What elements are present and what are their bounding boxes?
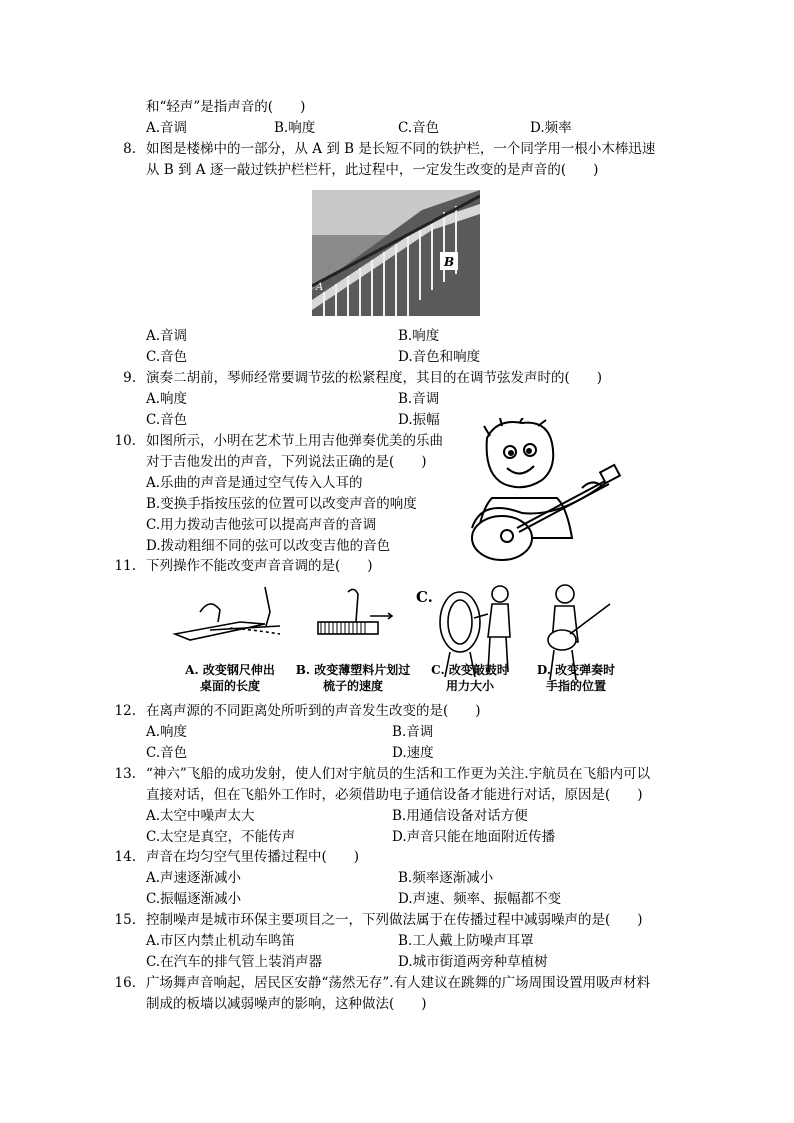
q15-option-d: D.城市街道两旁种草植树 <box>398 954 548 970</box>
caption-d-line2: 手指的位置 <box>545 679 606 693</box>
q10-stem-line1: 如图所示，小明在艺术节上用吉他弹奏优美的乐曲 <box>146 433 443 449</box>
q15-option-b: B.工人戴上防噪声耳罩 <box>398 933 534 949</box>
q8-stem-line1: 如图是楼梯中的一部分，从 A 到 B 是长短不同的铁护栏，一个同学用一根小木棒迅速 <box>146 141 656 157</box>
q9-option-c: C.音色 <box>146 412 188 428</box>
q12-option-b: B.音调 <box>392 724 434 740</box>
caption-c <box>424 662 516 694</box>
q9-stem: 演奏二胡前，琴师经常要调节弦的松紧程度，其目的在调节弦发声时的( ) <box>146 370 603 386</box>
q7-option-c: C.音色 <box>398 120 440 136</box>
caption-a-line2: 桌面的长度 <box>199 679 260 693</box>
photo-label-b: B <box>444 255 455 269</box>
q8-number: 8. <box>123 141 136 157</box>
q13-stem-line2: 直接对话，但在飞船外工作时，必须借助电子通信设备才能进行对话，原因是( ) <box>146 787 643 803</box>
q13-option-a: A.太空中噪声太大 <box>146 808 255 824</box>
q8-option-b: B.响度 <box>398 328 440 344</box>
q11-stem: 下列操作不能改变声音音调的是( ) <box>146 558 373 574</box>
q9-option-a: A.响度 <box>146 391 188 407</box>
staircase-railing-photo <box>312 190 480 316</box>
q10-option-b: B.变换手指按压弦的位置可以改变声音的响度 <box>146 496 417 512</box>
q10-stem-line2: 对于吉他发出的声音，下列说法正确的是( ) <box>146 454 427 470</box>
q7-option-a: A.音调 <box>146 120 188 136</box>
q12-number: 12. <box>114 703 136 719</box>
q8-option-d: D.音色和响度 <box>398 349 481 365</box>
q14-stem: 声音在均匀空气里传播过程中( ) <box>146 849 360 865</box>
q8-stem-line2: 从 B 到 A 逐一敲过铁护栏栏杆，此过程中，一定发生改变的是声音的( ) <box>146 162 599 178</box>
q9-option-b: B.音调 <box>398 391 440 407</box>
q7-option-d: D.频率 <box>530 120 572 136</box>
caption-b <box>290 662 416 694</box>
q16-stem-line2: 制成的板墙以减弱噪声的影响，这种做法( ) <box>146 996 427 1012</box>
q8-option-c: C.音色 <box>146 349 188 365</box>
q15-number: 15. <box>114 912 136 928</box>
q14-option-c: C.振幅逐渐减小 <box>146 891 242 907</box>
caption-d <box>530 662 622 694</box>
q7-stem-cont: 和“轻声”是指声音的( ) <box>146 99 306 115</box>
q15-option-a: A.市区内禁止机动车鸣笛 <box>146 933 296 949</box>
q13-option-b: B.用通信设备对话方便 <box>392 808 528 824</box>
q9-option-d: D.振幅 <box>398 412 440 428</box>
q12-option-a: A.响度 <box>146 724 188 740</box>
boy-playing-guitar-illustration <box>462 418 622 563</box>
caption-a <box>178 662 282 694</box>
q16-number: 16. <box>114 975 136 991</box>
q15-stem: 控制噪声是城市环保主要项目之一，下列做法属于在传播过程中减弱噪声的是( ) <box>146 912 643 928</box>
caption-a-line1: A. 改变钢尺伸出 <box>185 663 275 677</box>
q14-option-a: A.声速逐渐减小 <box>146 870 242 886</box>
caption-d-line1: D. 改变弹奏时 <box>536 663 616 677</box>
caption-b-line2: 梳子的速度 <box>322 679 383 693</box>
q12-option-c: C.音色 <box>146 745 188 761</box>
q10-number: 10. <box>114 433 136 449</box>
q7-option-b: B.响度 <box>274 120 316 136</box>
q10-option-c: C.用力拨动吉他弦可以提高声音的音调 <box>146 517 377 533</box>
q10-option-a: A.乐曲的声音是通过空气传入人耳的 <box>146 475 363 491</box>
q14-number: 14. <box>114 849 136 865</box>
q14-option-b: B.频率逐渐减小 <box>398 870 494 886</box>
q9-number: 9. <box>123 370 136 386</box>
q15-option-c: C.在汽车的排气管上装消声器 <box>146 954 323 970</box>
q12-option-d: D.速度 <box>392 745 434 761</box>
caption-b-line1: B. 改变薄塑料片划过 <box>295 663 411 677</box>
caption-c-line2: 用力大小 <box>445 679 494 693</box>
photo-label-a: A <box>316 282 324 293</box>
caption-c-line1: C. 改变敲鼓时 <box>431 663 509 677</box>
q8-option-a: A.音调 <box>146 328 188 344</box>
q16-stem-line1: 广场舞声音响起，居民区安静“荡然无存”.有人建议在跳舞的广场周围设置用吸声材料 <box>146 975 651 991</box>
q10-option-d: D.拨动粗细不同的弦可以改变吉他的音色 <box>146 538 391 554</box>
q12-stem: 在离声源的不同距离处所听到的声音发生改变的是( ) <box>146 703 481 719</box>
q13-option-d: D.声音只能在地面附近传播 <box>392 829 556 845</box>
q13-number: 13. <box>114 766 136 782</box>
q14-option-d: D.声速、频率、振幅都不变 <box>398 891 562 907</box>
q11-number: 11. <box>114 558 136 574</box>
pic-c-label: C. <box>416 588 433 606</box>
q13-option-c: C.太空是真空，不能传声 <box>146 829 296 845</box>
q13-stem-line1: “神六”飞船的成功发射，使人们对宇航员的生活和工作更为关注.宇航员在飞船内可以 <box>146 766 651 782</box>
